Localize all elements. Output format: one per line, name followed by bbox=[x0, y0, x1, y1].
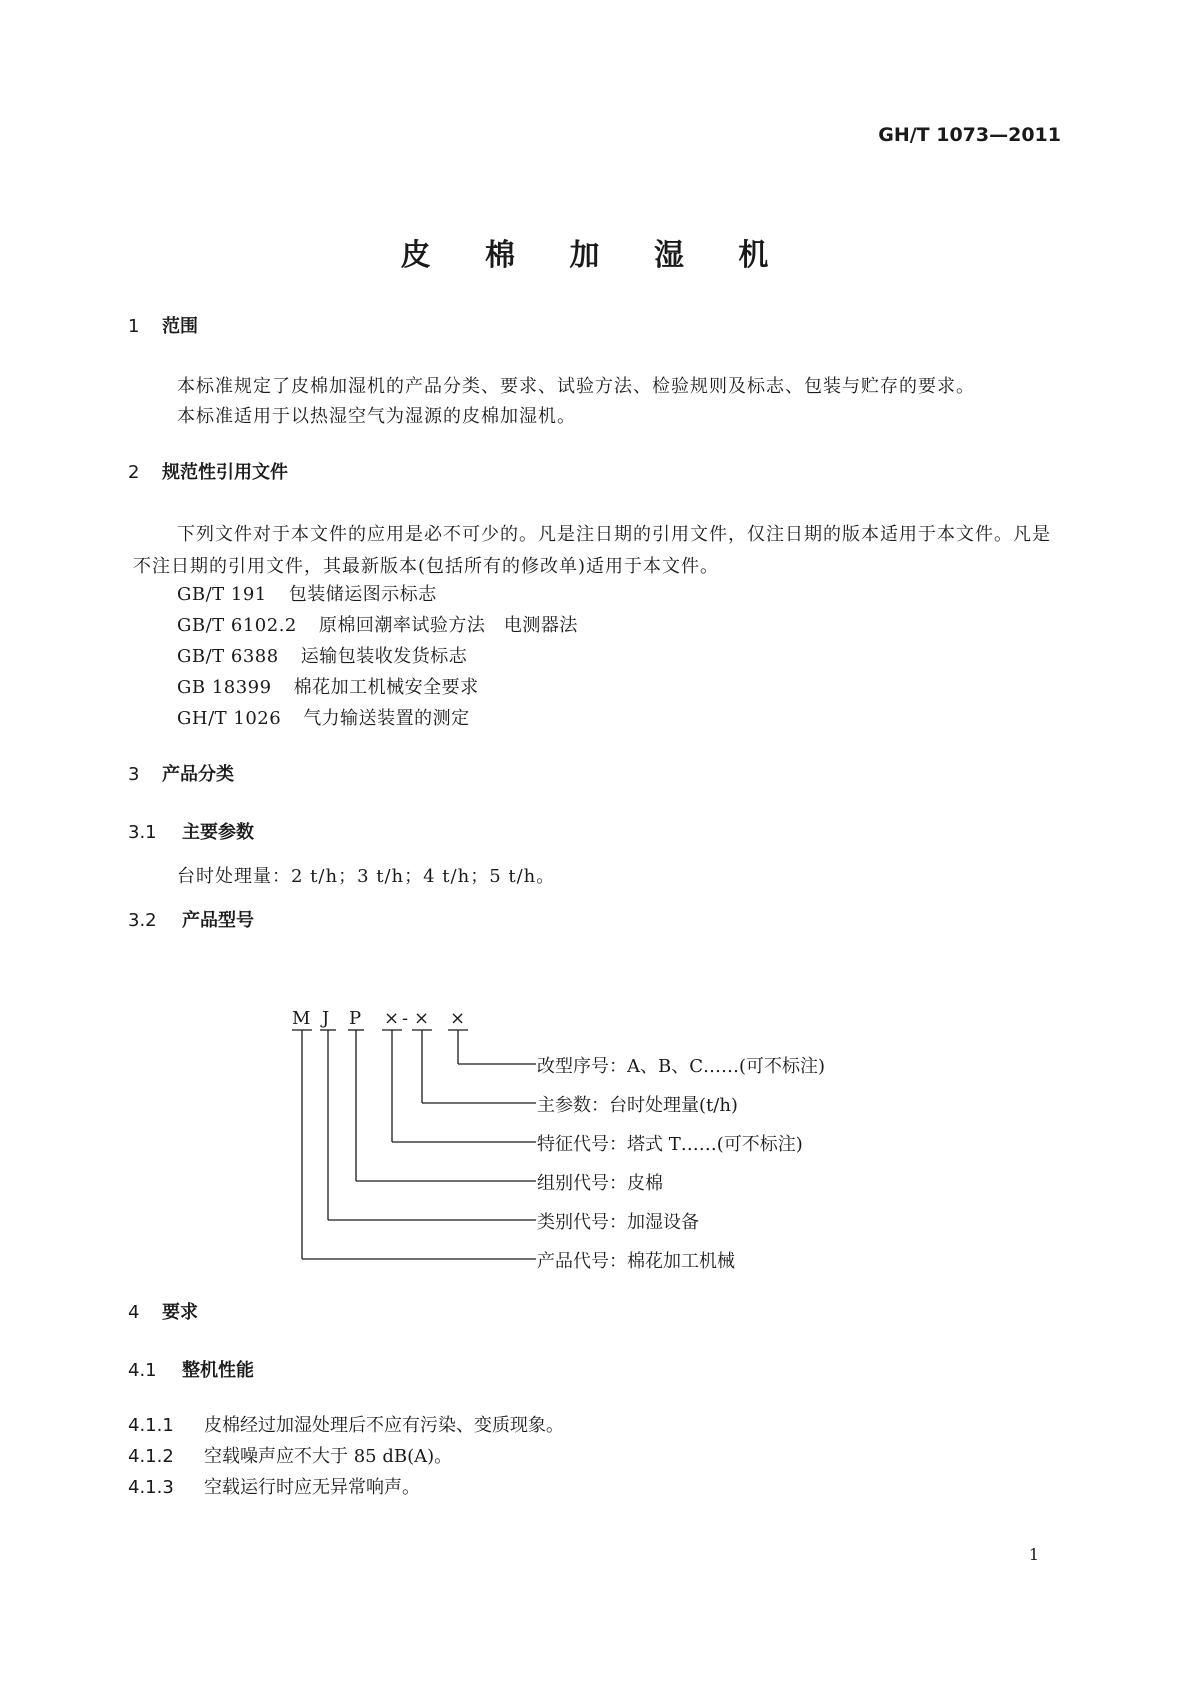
standard-code: GH/T 1073—2011 bbox=[878, 124, 1061, 146]
section-number: 4 bbox=[128, 1302, 140, 1323]
section-1-paragraph-2: 本标准适用于以热湿空气为湿源的皮棉加湿机。 bbox=[177, 406, 576, 427]
item-text: 空载运行时应无异常响声。 bbox=[204, 1477, 420, 1498]
requirement-item bbox=[128, 1473, 420, 1499]
model-label-parameter: 主参数：台时处理量(t/h) bbox=[537, 1095, 738, 1116]
section-number: 3.1 bbox=[128, 822, 157, 843]
item-number: 4.1.1 bbox=[128, 1415, 174, 1436]
model-placeholder-feature: × bbox=[384, 1008, 400, 1029]
section-2-heading bbox=[128, 458, 288, 484]
model-letter-j: J bbox=[322, 1008, 330, 1029]
reference-title: 气力输送装置的测定 bbox=[303, 708, 470, 729]
section-number: 2 bbox=[128, 462, 140, 483]
item-number: 4.1.3 bbox=[128, 1477, 174, 1498]
reference-item bbox=[177, 673, 479, 699]
section-title: 规范性引用文件 bbox=[162, 462, 288, 483]
reference-code: GB 18399 bbox=[177, 677, 272, 698]
section-2-intro: 下列文件对于本文件的应用是必不可少的。凡是注日期的引用文件，仅注日期的版本适用于本文件。凡是不注日期的引用文件，其最新版本(包括所有的修改单)适用于本文件。 bbox=[133, 524, 1051, 577]
model-letter-p: P bbox=[349, 1008, 362, 1029]
item-text: 皮棉经过加湿处理后不应有污染、变质现象。 bbox=[204, 1415, 564, 1436]
section-title: 主要参数 bbox=[182, 822, 254, 843]
reference-item bbox=[177, 580, 437, 606]
main-parameter-text: 台时处理量：2 t/h；3 t/h；4 t/h；5 t/h。 bbox=[177, 866, 556, 887]
section-3-1-heading bbox=[128, 818, 254, 844]
section-number: 1 bbox=[128, 316, 140, 337]
section-title: 产品型号 bbox=[182, 910, 254, 931]
section-1-paragraph-1: 本标准规定了皮棉加湿机的产品分类、要求、试验方法、检验规则及标志、包装与贮存的要求。 bbox=[177, 376, 975, 397]
reference-code: GB/T 191 bbox=[177, 584, 267, 605]
model-placeholder-parameter: × bbox=[414, 1008, 430, 1029]
reference-code: GH/T 1026 bbox=[177, 708, 282, 729]
section-1-heading bbox=[128, 312, 198, 338]
reference-item bbox=[177, 642, 467, 668]
model-separator: - bbox=[402, 1008, 409, 1029]
reference-title: 原棉回潮率试验方法 电测器法 bbox=[318, 615, 578, 636]
reference-code: GB/T 6388 bbox=[177, 646, 279, 667]
section-4-1-heading bbox=[128, 1356, 254, 1382]
section-number: 3 bbox=[128, 764, 140, 785]
reference-code: GB/T 6102.2 bbox=[177, 615, 297, 636]
document-title: 皮 棉 加 湿 机 bbox=[400, 238, 791, 273]
section-number: 4.1 bbox=[128, 1360, 157, 1381]
item-text: 空载噪声应不大于 85 dB(A)。 bbox=[204, 1446, 453, 1467]
page-number: 1 bbox=[1028, 1545, 1039, 1564]
item-number: 4.1.2 bbox=[128, 1446, 174, 1467]
section-4-heading bbox=[128, 1298, 198, 1324]
model-placeholder-revision: × bbox=[450, 1008, 466, 1029]
section-title: 范围 bbox=[162, 316, 198, 337]
requirement-item bbox=[128, 1411, 564, 1437]
reference-item bbox=[177, 611, 578, 637]
model-label-feature: 特征代号：塔式 T……(可不标注) bbox=[537, 1134, 803, 1155]
model-label-product: 产品代号：棉花加工机械 bbox=[537, 1251, 735, 1272]
model-letter-m: M bbox=[292, 1008, 311, 1029]
reference-title: 运输包装收发货标志 bbox=[300, 646, 468, 667]
section-title: 要求 bbox=[162, 1302, 198, 1323]
model-label-category: 类别代号：加湿设备 bbox=[537, 1212, 699, 1233]
model-label-group: 组别代号：皮棉 bbox=[537, 1173, 663, 1194]
reference-title: 棉花加工机械安全要求 bbox=[293, 677, 479, 698]
reference-item bbox=[177, 704, 470, 730]
section-3-heading bbox=[128, 760, 234, 786]
reference-title: 包装储运图示标志 bbox=[288, 584, 437, 605]
section-3-2-heading bbox=[128, 906, 254, 932]
section-number: 3.2 bbox=[128, 910, 157, 931]
model-label-revision: 改型序号：A、B、C……(可不标注) bbox=[537, 1056, 826, 1077]
requirement-item bbox=[128, 1442, 452, 1468]
section-title: 产品分类 bbox=[162, 764, 234, 785]
section-title: 整机性能 bbox=[182, 1360, 254, 1381]
